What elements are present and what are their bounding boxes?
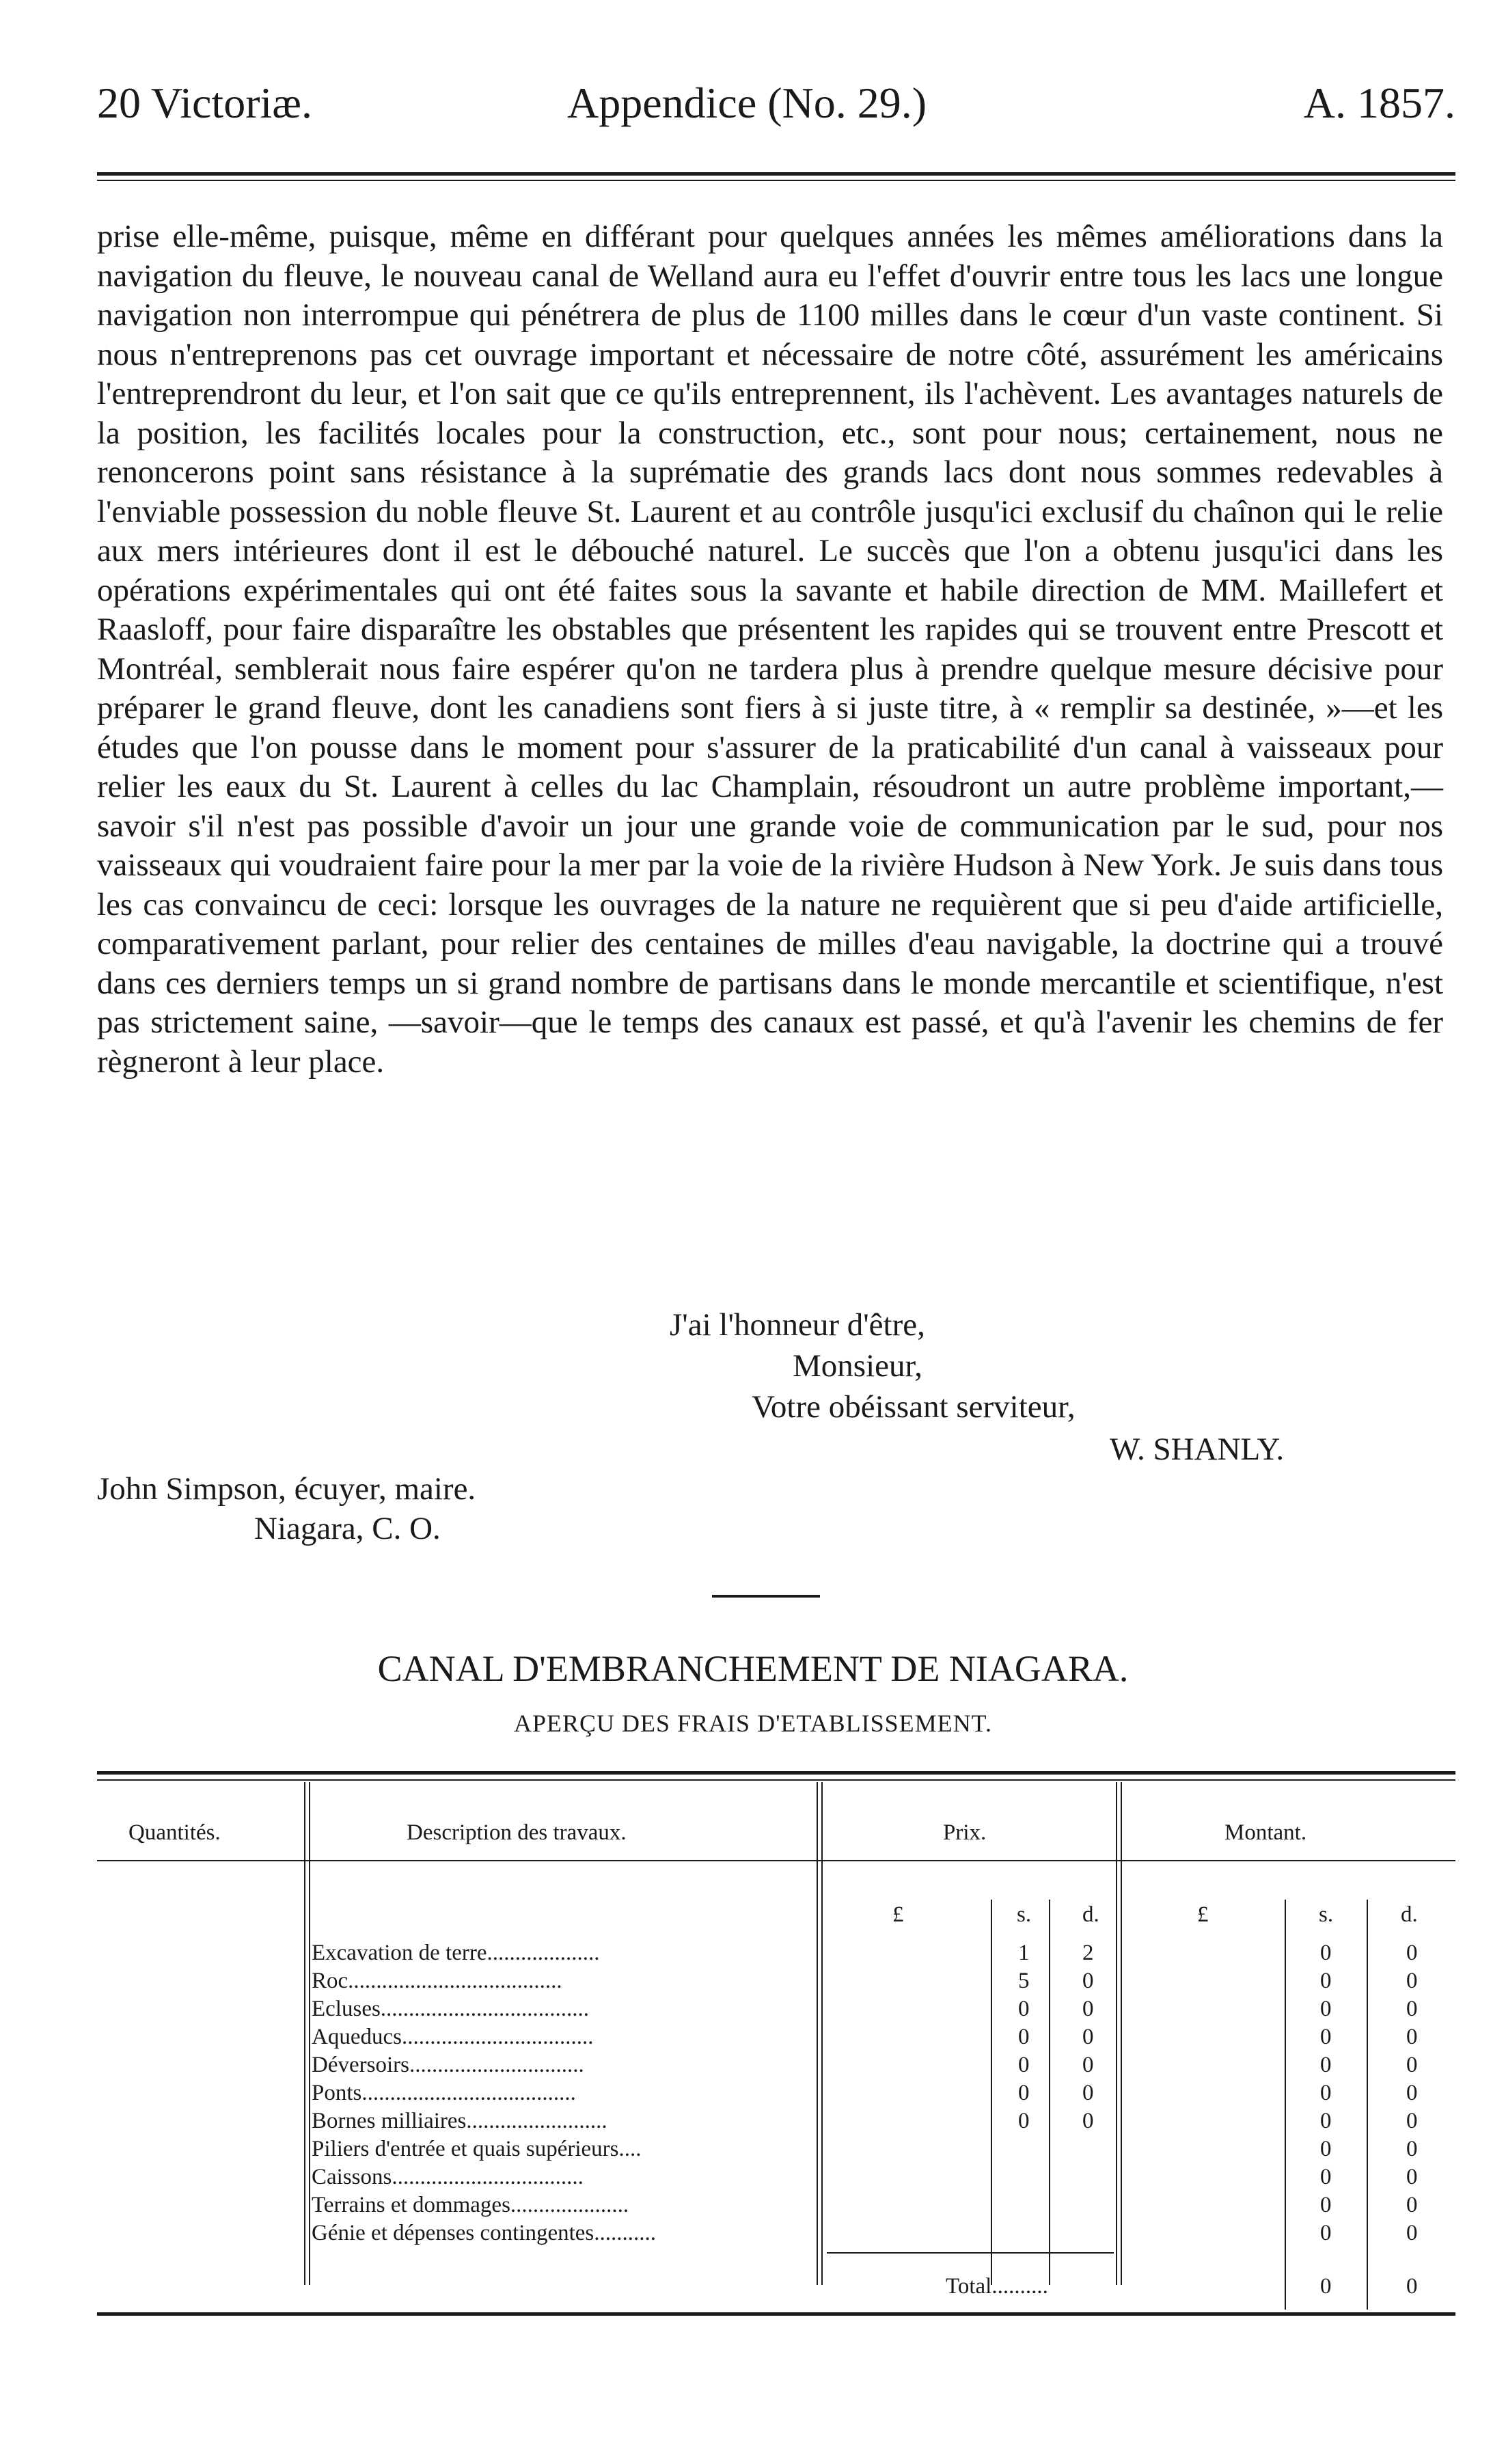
closing-line-3: Votre obéissant serviteur, — [752, 1389, 1076, 1425]
row-price-pence: 0 — [1082, 2053, 1094, 2077]
header-quantites: Quantités. — [128, 1820, 221, 1845]
row-price-shillings: 0 — [1018, 2053, 1030, 2077]
row-description: Piliers d'entrée et quais supérieurs.... — [312, 2137, 642, 2161]
col-sep-desc-a — [817, 1782, 818, 2285]
row-price-pence: 2 — [1082, 1941, 1094, 1965]
row-description: Ponts...................................... — [312, 2081, 576, 2105]
row-amount-pence: 0 — [1406, 1969, 1418, 1993]
row-price-pence: 0 — [1082, 2109, 1094, 2133]
running-header — [97, 66, 1455, 141]
row-description: Déversoirs............................... — [312, 2053, 584, 2077]
row-amount-shillings: 0 — [1320, 2025, 1332, 2049]
unit-montant-pence: d. — [1401, 1902, 1418, 1927]
row-amount-shillings: 0 — [1320, 1969, 1332, 1993]
col-sep-prix-s — [991, 1900, 992, 2285]
row-price-shillings: 1 — [1018, 1941, 1030, 1965]
header-description: Description des travaux. — [407, 1820, 627, 1845]
unit-montant-pounds: £ — [1197, 1902, 1209, 1927]
row-price-pence: 0 — [1082, 2025, 1094, 2049]
row-price-shillings: 0 — [1018, 2025, 1030, 2049]
row-price-shillings: 5 — [1018, 1969, 1030, 1993]
total-shillings: 0 — [1320, 2274, 1332, 2299]
letter-body: prise elle-même, puisque, même en différant pour quelques années les mêmes améliorations dans la navigation du fleuve, le nouveau canal de Welland aura eu l'effet d'ouvrir entre tous les lacs une longue navigation non interrompue qui pénétrera de plus de 1100 milles dans le cœur d'un vaste continent. Si nous n'entreprenons pas cet ouvrage important et nécessaire de notre côté, assurément les américains l'entreprendront du leur, et l'on sait que ce qu'ils entreprennent, ils l'achèvent. Les avantages naturels de la position, les facilités locales pour la construction, etc., sont pour nous; certainement, nous ne renoncerons point sans résistance à la suprématie des grands lacs dont nous sommes redevables à l'enviable possession du noble fleuve St. Laurent et au contrôle jusqu'ici exclusif du chaînon qui le relie aux mers intérieures dont il est le débouché naturel. Le succès que l'on a obtenu jusqu'ici dans les opérations expérimentales qui ont été faites sous la savante et habile direction de MM. Maillefert et Raasloff, pour faire disparaître les obstables que présentent les rapides qui se trouvent entre Prescott et Montréal, semblerait nous faire espérer qu'on ne tardera plus à prendre quelque mesure décisive pour préparer le grand fleuve, dont les canadiens sont fiers à si juste titre, à « remplir sa destinée, »—et les études que l'on pousse dans le moment pour s'assurer de la praticabilité d'un canal à vaisseaux pour relier les eaux du St. Laurent à celles du lac Champlain, résoudront un autre problème important,—savoir s'il n'est pas possible d'avoir un jour une grande voie de communication par le sud, pour nos vaisseaux qui voudraient faire pour la mer par la voie de la rivière Hudson à New York. Je suis dans tous les cas convaincu de ceci: lorsque les ouvrages de la nature ne requièrent que si peu d'aide artificielle, comparativement parlant, pour relier des centaines de milles d'eau navigable, la doctrine qui a trouvé dans ces derniers temps un si grand nombre de partisans dans le monde mercantile et scientifique, n'est pas strictement saine, —savoir—que le temps des canaux est passé, et qu'à l'avenir les chemins de fer règneront à leur place. — [97, 219, 1443, 1080]
col-sep-desc-b — [821, 1782, 823, 2285]
addressee-line-2: Niagara, C. O. — [254, 1511, 441, 1546]
section-divider — [712, 1595, 820, 1598]
table-rule-bottom — [97, 2312, 1455, 2316]
row-price-shillings: 0 — [1018, 1997, 1030, 2021]
row-amount-pence: 0 — [1406, 2137, 1418, 2161]
row-amount-pence: 0 — [1406, 2053, 1418, 2077]
addressee-line-1: John Simpson, écuyer, maire. — [97, 1471, 476, 1507]
closing-line-2: Monsieur, — [793, 1348, 923, 1384]
row-amount-pence: 0 — [1406, 1997, 1418, 2021]
table-rule-top-thin — [97, 1779, 1455, 1781]
unit-prix-pounds: £ — [892, 1902, 904, 1927]
col-sep-prix-d — [1049, 1900, 1050, 2285]
row-description: Aqueducs.................................. — [312, 2025, 594, 2049]
row-amount-pence: 0 — [1406, 2221, 1418, 2245]
row-description: Ecluses..................................... — [312, 1997, 590, 2021]
unit-montant-shillings: s. — [1319, 1902, 1334, 1927]
row-description: Excavation de terre.................... — [312, 1941, 600, 1965]
row-amount-shillings: 0 — [1320, 1941, 1332, 1965]
row-amount-pence: 0 — [1406, 2109, 1418, 2133]
row-amount-pence: 0 — [1406, 1941, 1418, 1965]
signature: W. SHANLY. — [1110, 1432, 1285, 1467]
table-rule-top-thick — [97, 1771, 1455, 1775]
row-price-pence: 0 — [1082, 1969, 1094, 1993]
total-label: Total.......... — [946, 2274, 1048, 2299]
row-price-pence: 0 — [1082, 2081, 1094, 2105]
subtotal-rule-prix — [827, 2252, 1114, 2254]
header-appendix: Appendice (No. 29.) — [567, 79, 927, 127]
closing-line-1: J'ai l'honneur d'être, — [670, 1307, 925, 1343]
header-rule-thick — [97, 172, 1455, 176]
row-amount-shillings: 0 — [1320, 2137, 1332, 2161]
row-amount-pence: 0 — [1406, 2081, 1418, 2105]
row-amount-shillings: 0 — [1320, 1997, 1332, 2021]
header-rule-thin — [97, 180, 1455, 181]
table-title: CANAL D'EMBRANCHEMENT DE NIAGARA. — [377, 1648, 1129, 1689]
col-sep-mont-s — [1285, 1900, 1286, 2310]
row-description: Génie et dépenses contingentes........... — [312, 2221, 657, 2245]
row-amount-pence: 0 — [1406, 2165, 1418, 2189]
row-amount-pence: 0 — [1406, 2025, 1418, 2049]
header-year: A. 1857. — [1303, 79, 1455, 127]
row-price-shillings: 0 — [1018, 2109, 1030, 2133]
row-amount-shillings: 0 — [1320, 2221, 1332, 2245]
row-amount-shillings: 0 — [1320, 2053, 1332, 2077]
col-sep-prix-b — [1121, 1782, 1122, 2285]
header-montant: Montant. — [1224, 1820, 1307, 1845]
row-amount-shillings: 0 — [1320, 2081, 1332, 2105]
col-sep-prix-a — [1116, 1782, 1117, 2285]
table-rule-header — [97, 1860, 1455, 1861]
col-sep-qty-b — [309, 1782, 310, 2285]
row-amount-shillings: 0 — [1320, 2193, 1332, 2217]
table-subtitle: APERÇU DES FRAIS D'ETABLISSEMENT. — [513, 1710, 992, 1737]
row-description: Roc...................................... — [312, 1969, 562, 1993]
header-session: 20 Victoriæ. — [97, 79, 312, 127]
row-amount-shillings: 0 — [1320, 2109, 1332, 2133]
unit-prix-pence: d. — [1082, 1902, 1099, 1927]
col-sep-qty-a — [304, 1782, 305, 2285]
col-sep-mont-d — [1367, 1900, 1368, 2310]
row-description: Caissons.................................. — [312, 2165, 584, 2189]
row-amount-shillings: 0 — [1320, 2165, 1332, 2189]
unit-prix-shillings: s. — [1017, 1902, 1032, 1927]
row-amount-pence: 0 — [1406, 2193, 1418, 2217]
row-price-shillings: 0 — [1018, 2081, 1030, 2105]
header-prix: Prix. — [943, 1820, 987, 1845]
total-pence: 0 — [1406, 2274, 1418, 2299]
row-description: Terrains et dommages..................... — [312, 2193, 629, 2217]
row-price-pence: 0 — [1082, 1997, 1094, 2021]
row-description: Bornes milliaires......................... — [312, 2109, 607, 2133]
